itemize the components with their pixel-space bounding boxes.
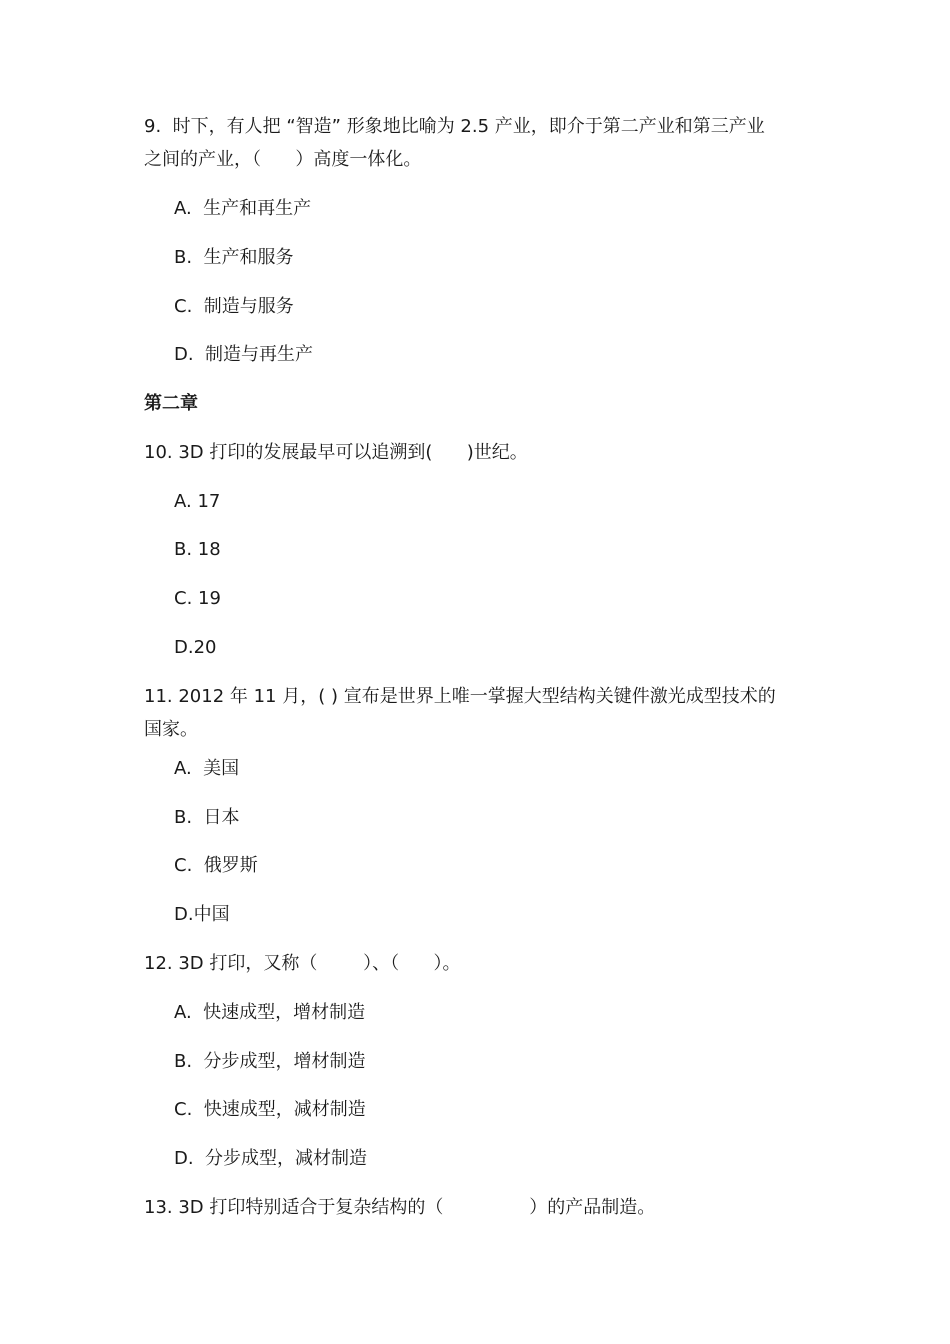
question-9-option-d: D. 制造与再生产 [174, 344, 314, 365]
question-11-line-2: 国家。 [144, 719, 198, 740]
question-12-option-d: D. 分步成型，减材制造 [174, 1148, 368, 1169]
question-11-option-b: B. 日本 [174, 807, 240, 828]
question-9-option-b: B. 生产和服务 [174, 247, 294, 268]
question-11-option-c: C. 俄罗斯 [174, 855, 258, 876]
chapter-heading: 第二章 [144, 393, 198, 414]
question-11-option-d: D.中国 [174, 904, 230, 925]
question-13-line-1: 13. 3D 打印特别适合于复杂结构的（ ）的产品制造。 [144, 1197, 656, 1218]
question-10-line-1: 10. 3D 打印的发展最早可以追溯到( )世纪。 [144, 442, 528, 463]
question-11-line-1: 11. 2012 年 11 月，( ) 宣布是世界上唯一掌握大型结构关键件激光成型技术的 [144, 686, 776, 707]
question-12-line-1: 12. 3D 打印，又称（ ）、（ ）。 [144, 953, 461, 974]
question-9-line-1: 9. 时下，有人把 “智造” 形象地比喻为 2.5 产业，即介于第二产业和第三产业 [144, 116, 765, 137]
question-11-option-a: A. 美国 [174, 758, 240, 779]
question-9-line-2: 之间的产业，（ ）高度一体化。 [144, 149, 422, 170]
question-12-option-c: C. 快速成型，减材制造 [174, 1099, 366, 1120]
question-9-option-a: A. 生产和再生产 [174, 198, 312, 219]
question-9-option-c: C. 制造与服务 [174, 296, 294, 317]
question-10-option-d: D.20 [174, 637, 217, 658]
question-12-option-a: A. 快速成型，增材制造 [174, 1002, 366, 1023]
question-12-option-b: B. 分步成型，增材制造 [174, 1051, 366, 1072]
question-10-option-b: B. 18 [174, 539, 221, 560]
question-10-option-c: C. 19 [174, 588, 221, 609]
question-10-option-a: A. 17 [174, 491, 221, 512]
